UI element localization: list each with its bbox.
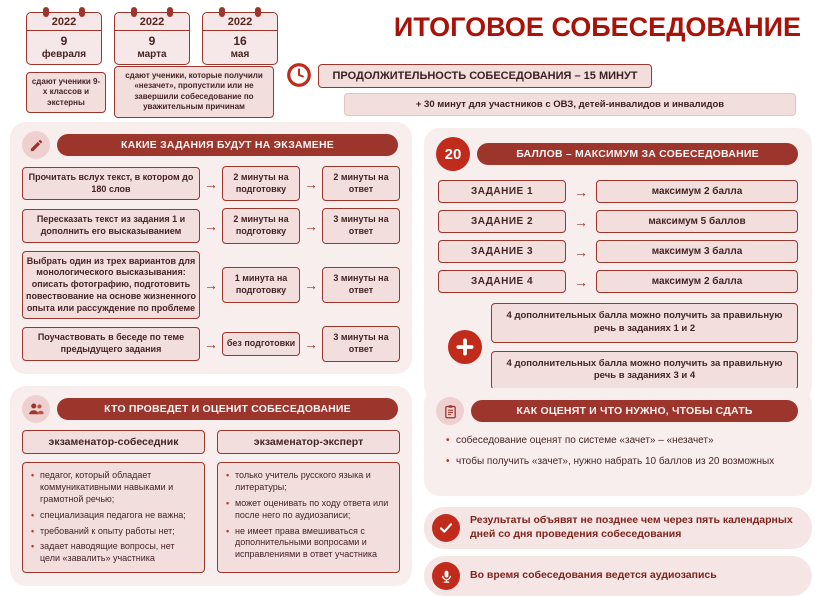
calendar-note-second: сдают ученики, которые получили «незачет», пропустили или не завершили собеседование по уважительным причинам bbox=[114, 66, 274, 118]
task-row bbox=[22, 251, 400, 319]
people-icon bbox=[22, 395, 50, 423]
calendar-year: 2022 bbox=[27, 13, 101, 31]
duration-main-label: ПРОДОЛЖИТЕЛЬНОСТЬ СОБЕСЕДОВАНИЯ – 15 МИНУТ bbox=[318, 64, 652, 88]
duration-extra-label: + 30 минут для участников с ОВЗ, детей-инвалидов и инвалидов bbox=[344, 93, 796, 116]
points-row bbox=[438, 270, 798, 293]
calendar-ring-icon bbox=[79, 7, 85, 17]
bonus-boxes bbox=[491, 303, 798, 390]
calendar-day: 9 bbox=[60, 34, 68, 48]
task-prep-time: без подготовки bbox=[222, 332, 300, 356]
arrow-right-icon: → bbox=[304, 218, 318, 235]
calendar-date-2 bbox=[114, 12, 190, 65]
plus-icon bbox=[448, 330, 482, 364]
points-rows bbox=[424, 178, 812, 293]
arrow-right-icon: → bbox=[574, 183, 588, 200]
calendar-ring-icon bbox=[255, 7, 261, 17]
arrow-right-icon: → bbox=[304, 276, 318, 293]
task-answer-time: 3 минуты на ответ bbox=[322, 208, 400, 243]
task-description: Выбрать один из трех вариантов для монологического высказывания: описать фотографию, подготовить повествование на основе жизненного опыта или рассуждение по проблеме bbox=[22, 251, 200, 319]
task-answer-time: 3 минуты на ответ bbox=[322, 267, 400, 302]
examiner-role-title: экзаменатор-эксперт bbox=[217, 430, 400, 454]
calendar-day: 9 bbox=[148, 34, 156, 48]
calendar-date-1 bbox=[26, 12, 102, 65]
tasks-panel bbox=[10, 122, 412, 374]
arrow-right-icon: → bbox=[574, 243, 588, 260]
task-description: Поучаствовать в беседе по теме предыдущего задания bbox=[22, 327, 200, 360]
points-row bbox=[438, 240, 798, 263]
bullet-item: • не имеет права вмешиваться с дополнительными вопросами и исправлениями в ответ участника bbox=[226, 526, 391, 562]
clipboard-icon bbox=[436, 397, 464, 425]
grading-panel bbox=[424, 388, 812, 496]
clock-icon bbox=[286, 62, 312, 88]
calendar-ring-icon bbox=[131, 7, 137, 17]
examiners-panel-title: КТО ПРОВЕДЕТ И ОЦЕНИТ СОБЕСЕДОВАНИЕ bbox=[57, 398, 398, 420]
grading-panel-title: КАК ОЦЕНЯТ И ЧТО НУЖНО, ЧТОБЫ СДАТЬ bbox=[471, 400, 798, 422]
examiner-column-interviewer bbox=[22, 430, 205, 573]
task-rows bbox=[10, 166, 412, 374]
calendar-month: мая bbox=[230, 49, 250, 60]
audio-note-text: Во время собеседования ведется аудиозапись bbox=[470, 569, 717, 582]
task-max-points: максимум 3 балла bbox=[596, 240, 798, 263]
bullet-item: • только учитель русского языка и литературы; bbox=[226, 470, 391, 494]
arrow-right-icon: → bbox=[304, 335, 318, 352]
tasks-panel-title: КАКИЕ ЗАДАНИЯ БУДУТ НА ЭКЗАМЕНЕ bbox=[57, 134, 398, 156]
bonus-note: 4 дополнительных балла можно получить за правильную речь в заданиях 3 и 4 bbox=[491, 351, 798, 391]
task-row bbox=[22, 326, 400, 361]
task-number-label: ЗАДАНИЕ 3 bbox=[438, 240, 566, 263]
examiner-role-title: экзаменатор-собеседник bbox=[22, 430, 205, 454]
bullet-item: • требований к опыту работы нет; bbox=[31, 526, 196, 538]
results-note-text: Результаты объявят не позднее чем через пять календарных дней со дня проведения собеседования bbox=[470, 514, 793, 540]
points-panel-header-row bbox=[424, 128, 812, 178]
grading-panel-header-row bbox=[424, 388, 812, 432]
bullet-item: • собеседование оценят по системе «зачет» – «незачет» bbox=[446, 434, 794, 448]
microphone-icon bbox=[432, 562, 460, 590]
arrow-right-icon: → bbox=[574, 273, 588, 290]
audio-note bbox=[424, 556, 812, 596]
grading-bullets bbox=[424, 432, 812, 487]
task-prep-time: 1 минута на подготовку bbox=[222, 267, 300, 302]
task-number-label: ЗАДАНИЕ 1 bbox=[438, 180, 566, 203]
calendar-note-first: сдают ученики 9-х классов и экстерны bbox=[26, 72, 106, 113]
task-prep-time: 2 минуты на подготовку bbox=[222, 208, 300, 243]
task-description: Пересказать текст из задания 1 и дополнить его высказыванием bbox=[22, 209, 200, 242]
examiner-column-expert bbox=[217, 430, 400, 573]
check-icon bbox=[432, 514, 460, 542]
points-panel-title: БАЛЛОВ – МАКСИМУМ ЗА СОБЕСЕДОВАНИЕ bbox=[477, 143, 798, 165]
calendar-date-3 bbox=[202, 12, 278, 65]
arrow-right-icon: → bbox=[204, 335, 218, 352]
calendar-month: марта bbox=[137, 49, 167, 60]
bullet-item: • чтобы получить «зачет», нужно набрать 10 баллов из 20 возможных bbox=[446, 455, 794, 469]
calendar-year: 2022 bbox=[115, 13, 189, 31]
arrow-right-icon: → bbox=[204, 218, 218, 235]
calendar-year: 2022 bbox=[203, 13, 277, 31]
pencil-icon bbox=[22, 131, 50, 159]
calendar-month: февраля bbox=[41, 49, 87, 60]
bullet-item: • специализация педагога не важна; bbox=[31, 510, 196, 522]
bullet-item: • может оценивать по ходу ответа или после него по аудиозаписи; bbox=[226, 498, 391, 522]
task-answer-time: 3 минуты на ответ bbox=[322, 326, 400, 361]
arrow-right-icon: → bbox=[204, 175, 218, 192]
task-number-label: ЗАДАНИЕ 2 bbox=[438, 210, 566, 233]
examiners-panel bbox=[10, 386, 412, 586]
examiners-panel-header-row bbox=[10, 386, 412, 430]
calendar-day: 16 bbox=[233, 34, 247, 48]
calendar-ring-icon bbox=[167, 7, 173, 17]
bullet-item: • задает наводящие вопросы, нет цели «завалить» участника bbox=[31, 541, 196, 565]
examiner-role-bullets bbox=[22, 462, 205, 573]
task-prep-time: 2 минуты на подготовку bbox=[222, 166, 300, 201]
points-badge: 20 bbox=[436, 137, 470, 171]
bonus-section bbox=[424, 293, 812, 402]
examiner-columns bbox=[10, 430, 412, 585]
points-row bbox=[438, 210, 798, 233]
page-title: ИТОГОВОЕ СОБЕСЕДОВАНИЕ bbox=[393, 12, 801, 42]
tasks-panel-header-row bbox=[10, 122, 412, 166]
bullet-item: • педагог, который обладает коммуникативными навыками и грамотной речью; bbox=[31, 470, 196, 506]
task-number-label: ЗАДАНИЕ 4 bbox=[438, 270, 566, 293]
task-answer-time: 2 минуты на ответ bbox=[322, 166, 400, 201]
task-row bbox=[22, 166, 400, 201]
task-max-points: максимум 5 баллов bbox=[596, 210, 798, 233]
task-max-points: максимум 2 балла bbox=[596, 270, 798, 293]
task-max-points: максимум 2 балла bbox=[596, 180, 798, 203]
examiner-role-bullets bbox=[217, 462, 400, 573]
results-note bbox=[424, 507, 812, 549]
calendar-ring-icon bbox=[219, 7, 225, 17]
points-row bbox=[438, 180, 798, 203]
arrow-right-icon: → bbox=[304, 175, 318, 192]
arrow-right-icon: → bbox=[574, 213, 588, 230]
bonus-note: 4 дополнительных балла можно получить за правильную речь в заданиях 1 и 2 bbox=[491, 303, 798, 343]
task-description: Прочитать вслух текст, в котором до 180 слов bbox=[22, 167, 200, 200]
calendar-group bbox=[26, 12, 278, 65]
points-panel bbox=[424, 128, 812, 402]
task-row bbox=[22, 208, 400, 243]
arrow-right-icon: → bbox=[204, 276, 218, 293]
calendar-ring-icon bbox=[43, 7, 49, 17]
